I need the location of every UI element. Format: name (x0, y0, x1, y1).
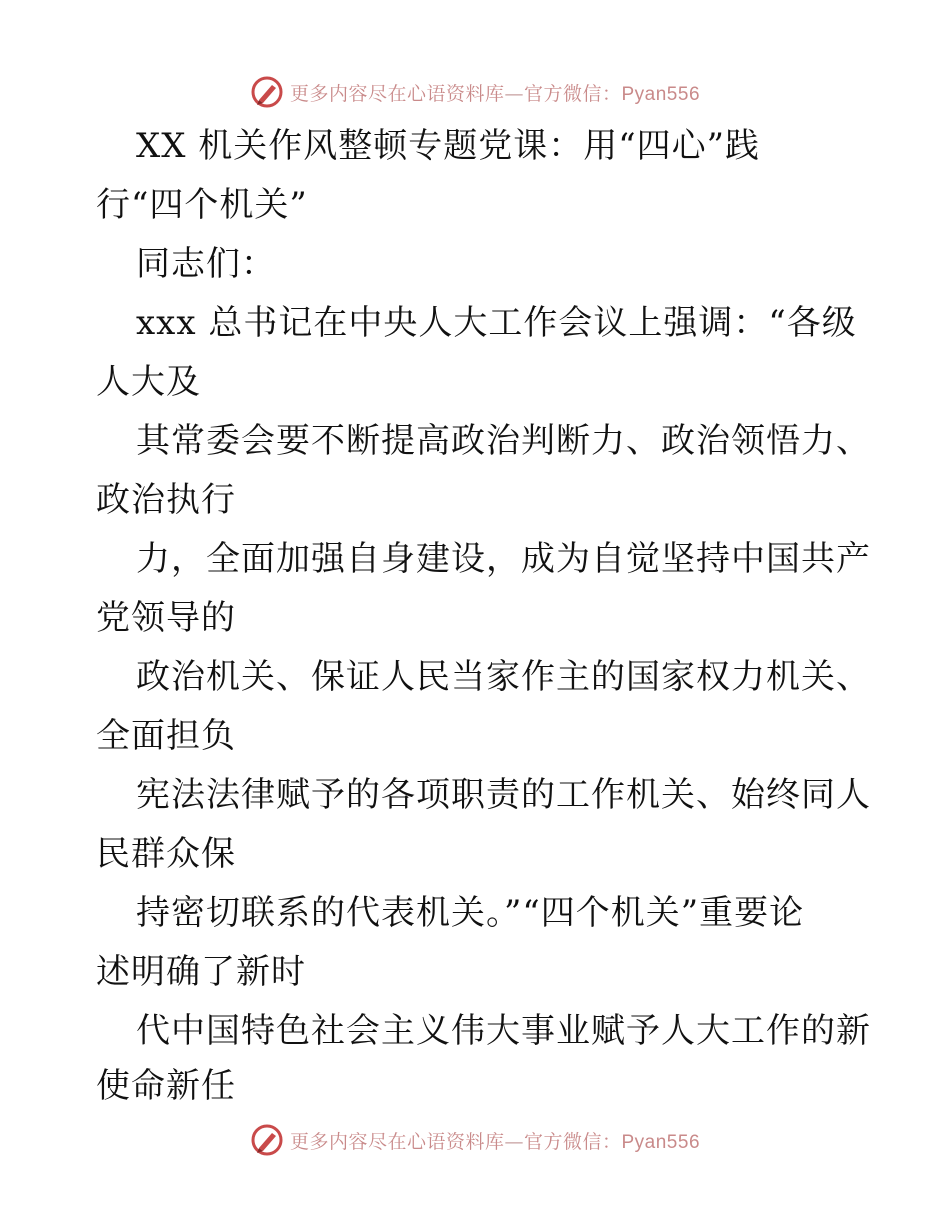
watermark-text (290, 79, 700, 106)
footer-watermark (0, 1120, 950, 1160)
header-watermark (0, 72, 950, 112)
paragraph-line: xxx 总书记在中央人大工作会议上强调：“各级 (136, 303, 857, 343)
paragraph-line: 人大及 (96, 362, 201, 402)
paragraph-line: 持密切联系的代表机关。”“四个机关”重要论 (136, 893, 805, 933)
paragraph-line: 代中国特色社会主义伟大事业赋予人大工作的新 (136, 1011, 871, 1051)
watermark-label: 官方微信： (523, 82, 622, 105)
watermark-label: 官方微信： (523, 1130, 622, 1153)
watermark-id: Pyan556 (621, 83, 701, 105)
watermark-main: 更多内容尽在心语资料库 (289, 1130, 505, 1153)
paragraph-line: 政治机关、保证人民当家作主的国家权力机关、 (136, 657, 871, 697)
paragraph-line: 述明确了新时 (96, 952, 306, 992)
watermark-id: Pyan556 (621, 1131, 701, 1153)
paragraph-line: 其常委会要不断提高政治判断力、政治领悟力、 (136, 421, 871, 461)
watermark-separator: — (504, 1130, 524, 1153)
salutation: 同志们： (136, 244, 276, 284)
paragraph-line: 宪法法律赋予的各项职责的工作机关、始终同人 (136, 775, 871, 815)
pen-circle-logo-icon (250, 75, 284, 109)
paragraph-line: 民群众保 (96, 834, 236, 874)
watermark-main: 更多内容尽在心语资料库 (289, 82, 505, 105)
title-line-1: XX 机关作风整顿专题党课：用“四心”践 (136, 126, 760, 166)
watermark-separator: — (504, 82, 524, 105)
paragraph-line: 使命新任 (96, 1066, 236, 1106)
pen-circle-logo-icon (250, 1123, 284, 1157)
watermark-text (290, 1127, 700, 1154)
paragraph-line: 全面担负 (96, 716, 236, 756)
paragraph-line: 党领导的 (96, 598, 236, 638)
title-line-2: 行“四个机关” (96, 185, 308, 225)
paragraph-line: 政治执行 (96, 480, 236, 520)
paragraph-line: 力，全面加强自身建设，成为自觉坚持中国共产 (136, 539, 871, 579)
